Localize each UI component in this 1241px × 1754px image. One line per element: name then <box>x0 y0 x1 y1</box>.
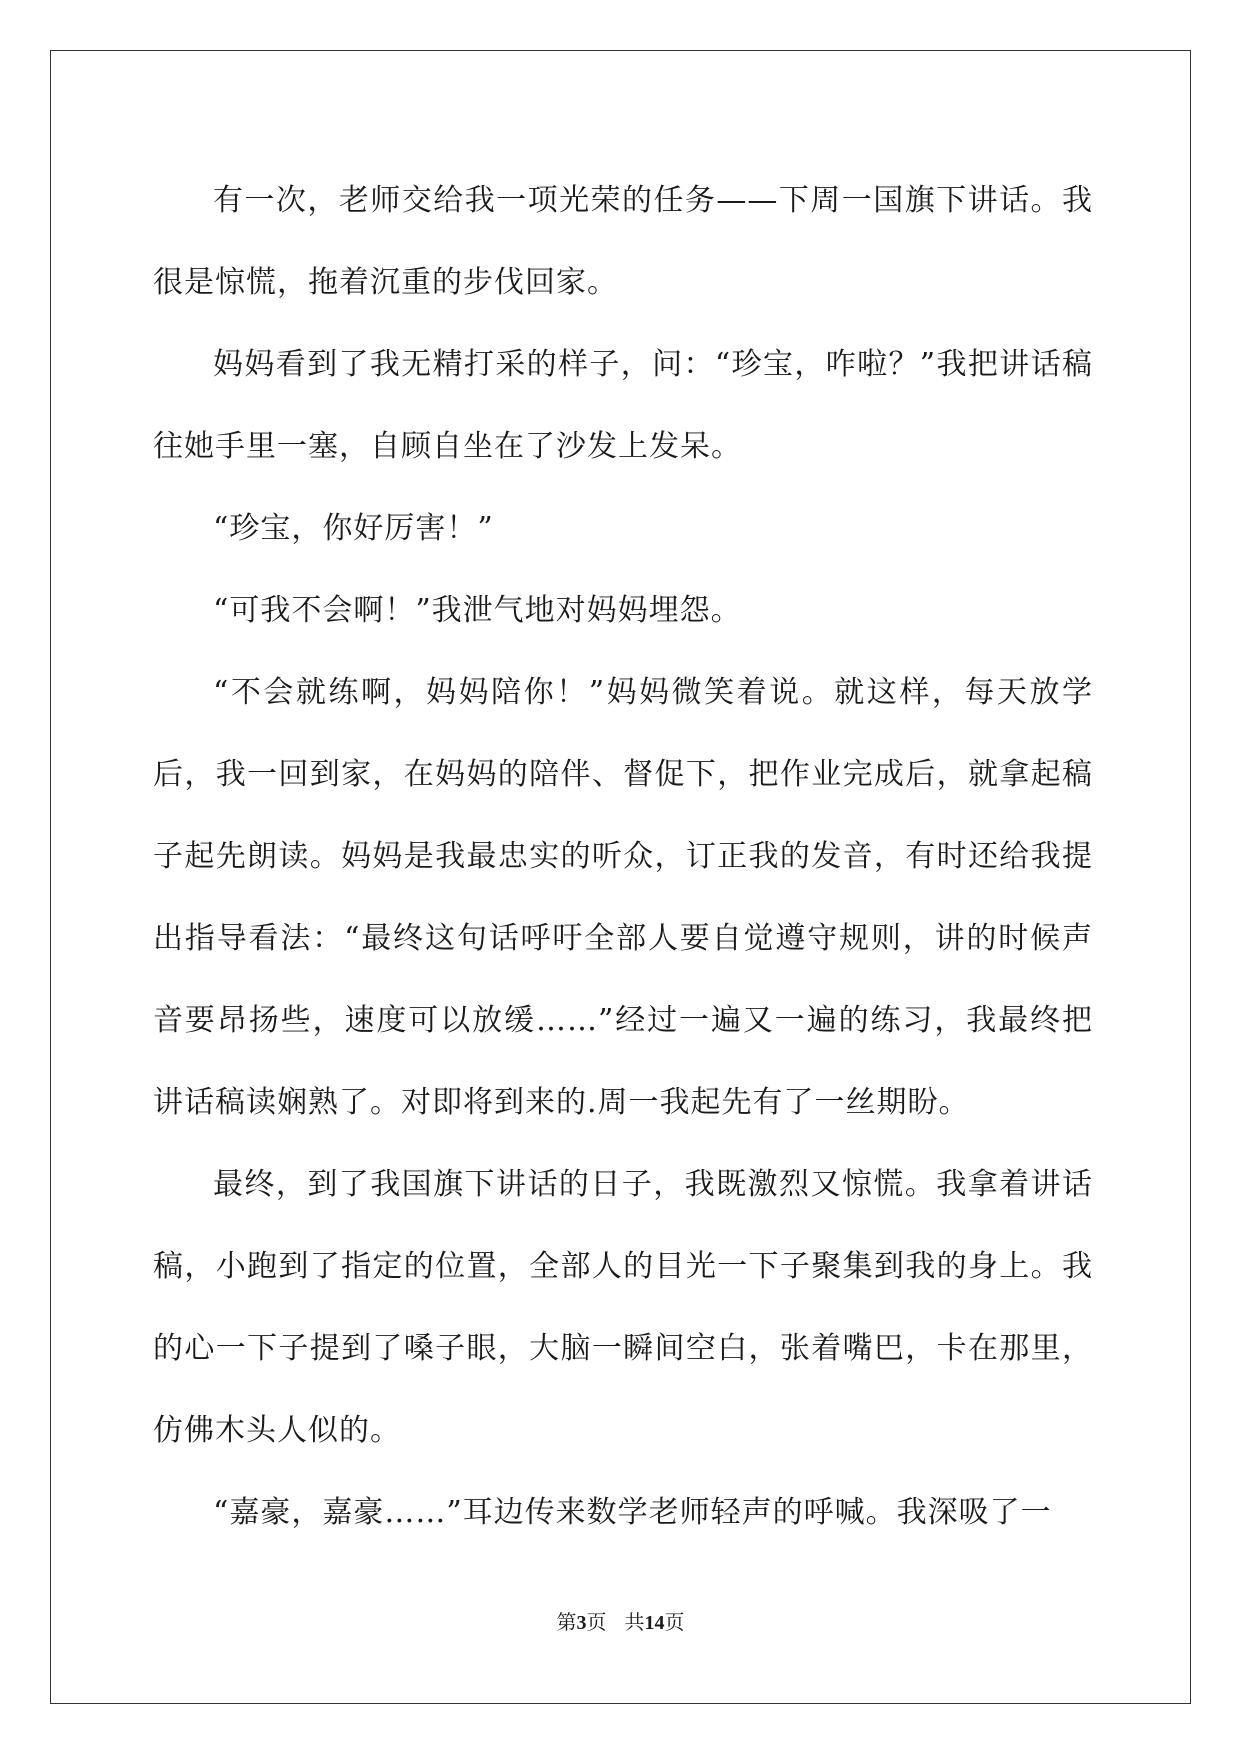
page-prefix: 第 <box>556 1610 577 1634</box>
body-text <box>153 160 1093 1554</box>
paragraph-7: “嘉豪，嘉豪……”耳边传来数学老师轻声的呼喊。我深吸了一 <box>213 1495 1052 1530</box>
total-pages: 14 <box>644 1612 665 1634</box>
paragraph-1: 有一次，老师交给我一项光荣的任务——下周一国旗下讲话。我很是惊慌，拖着沉重的步伐回家。 <box>153 183 1093 300</box>
total-suffix: 页 <box>664 1610 685 1634</box>
page-number: 3 <box>576 1612 587 1634</box>
total-prefix: 共 <box>624 1610 645 1634</box>
page-footer <box>0 1606 1241 1635</box>
paragraph-5: “不会就练啊，妈妈陪你！”妈妈微笑着说。就这样，每天放学后，我一回到家，在妈妈的陪伴、督促下，把作业完成后，就拿起稿子起先朗读。妈妈是我最忠实的听众，订正我的发音，有时还给我提出指导看法：“最终这句话呼吁全部人要自觉遵守规则，讲的时候声音要昂扬些，速度可以放缓……”经过一遍又一遍的练习，我最终把讲话稿读娴熟了。对即将到来的.周一我起先有了一丝期盼。 <box>153 675 1093 1120</box>
page-suffix: 页 <box>586 1610 607 1634</box>
paragraph-2: 妈妈看到了我无精打采的样子，问：“珍宝，咋啦？”我把讲话稿往她手里一塞，自顾自坐在了沙发上发呆。 <box>153 347 1093 464</box>
paragraph-4: “可我不会啊！”我泄气地对妈妈埋怨。 <box>213 593 742 628</box>
paragraph-6: 最终，到了我国旗下讲话的日子，我既激烈又惊慌。我拿着讲话稿，小跑到了指定的位置，全部人的目光一下子聚集到我的身上。我的心一下子提到了嗓子眼，大脑一瞬间空白，张着嘴巴，卡在那里，仿佛木头人似的。 <box>153 1167 1093 1448</box>
paragraph-3: “珍宝，你好厉害！” <box>213 511 494 546</box>
